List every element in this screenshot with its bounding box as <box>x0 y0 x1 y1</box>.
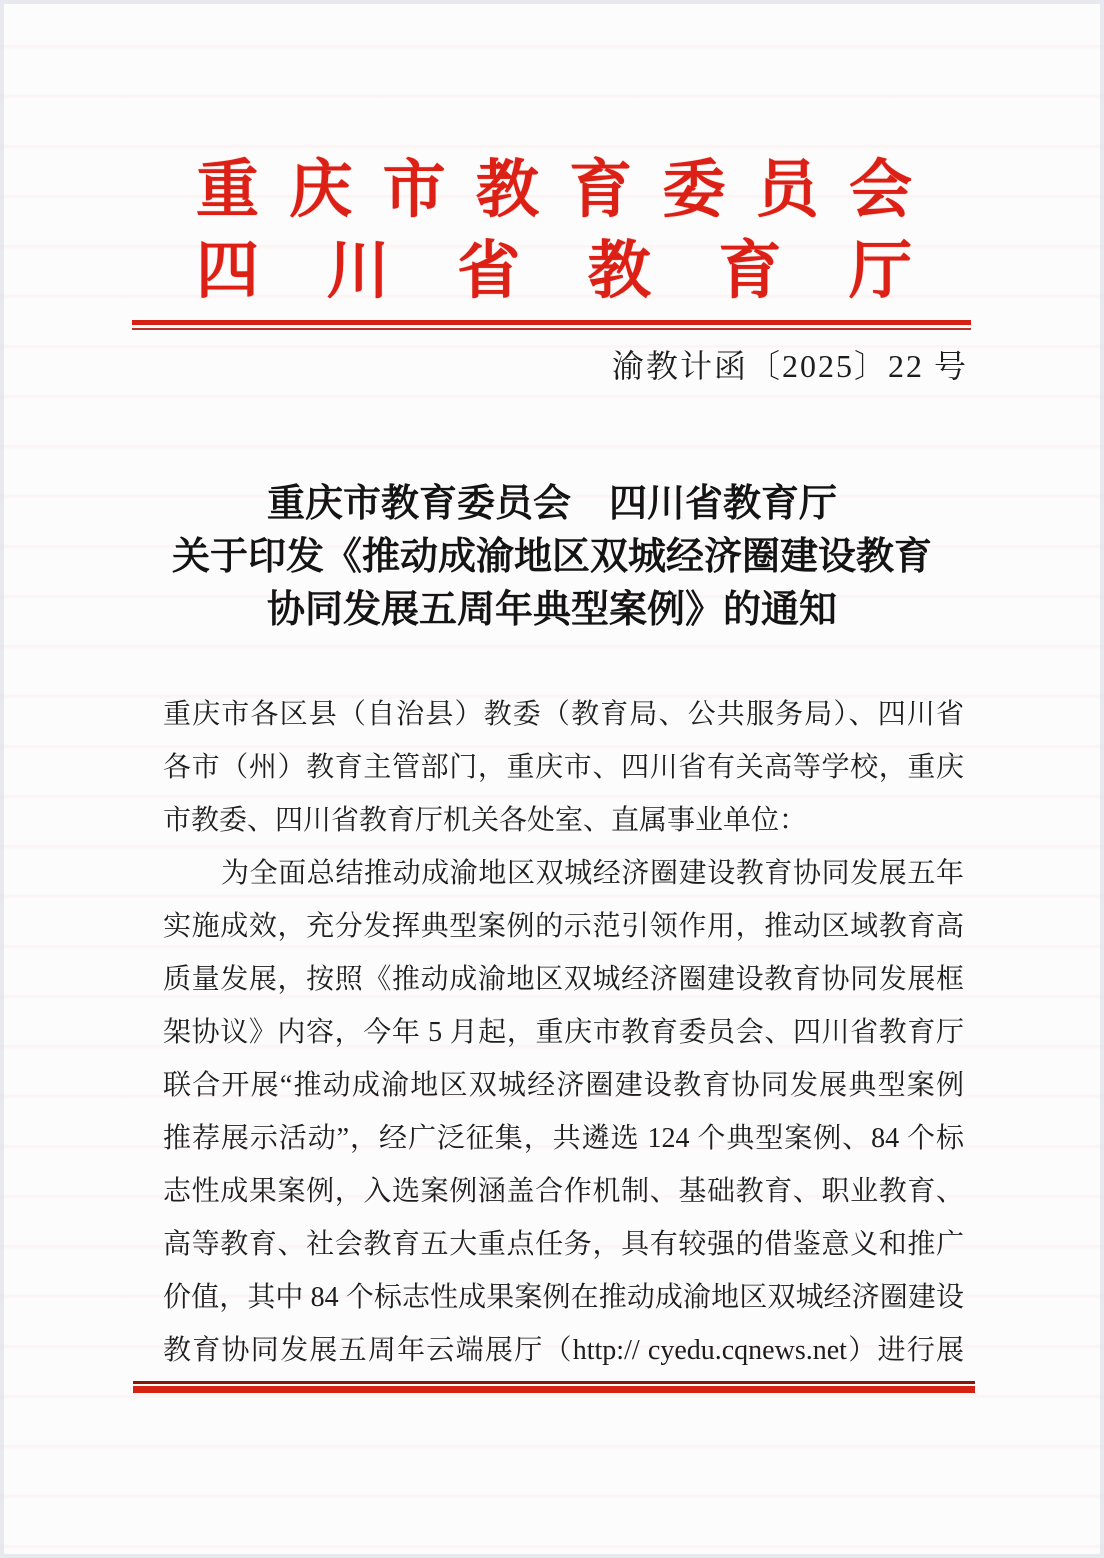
footer-divider-thick-line <box>133 1386 975 1393</box>
footer-divider <box>133 1381 975 1393</box>
recipient-line: 重庆市各区县（自治县）教委（教育局、公共服务局）、四川省 <box>163 699 964 730</box>
body-line: 高等教育、社会教育五大重点任务，具有较强的借鉴意义和推广 <box>163 1229 964 1260</box>
body-line: 志性成果案例，入选案例涵盖合作机制、基础教育、职业教育、 <box>163 1176 964 1207</box>
document-number: 渝教计函〔2025〕22 号 <box>611 348 968 384</box>
agency-name-line-2: 四 川 省 教 育 厅 <box>196 236 912 306</box>
document-title-line-2: 关于印发《推动成渝地区双城经济圈建设教育 <box>171 536 932 578</box>
document-title <box>0 478 1104 637</box>
body-line: 联合开展“推动成渝地区双城经济圈建设教育协同发展典型案例 <box>163 1070 964 1101</box>
letterhead-divider-thin-line <box>132 328 971 330</box>
body-line: 为全面总结推动成渝地区双城经济圈建设教育协同发展五年 <box>221 858 964 889</box>
agency-name-line-1: 重 庆 市 教 育 委 员 会 <box>196 155 912 225</box>
letterhead-divider <box>132 320 971 330</box>
document-title-line-3: 协同发展五周年典型案例》的通知 <box>266 589 837 631</box>
document-body <box>163 688 964 1377</box>
body-line: 价值，其中 84 个标志性成果案例在推动成渝地区双城经济圈建设 <box>163 1282 964 1313</box>
body-line: 实施成效，充分发挥典型案例的示范引领作用，推动区域教育高 <box>163 911 964 942</box>
body-line: 推荐展示活动”，经广泛征集，共遴选 124 个典型案例、84 个标 <box>163 1123 964 1154</box>
agency-name-block <box>196 150 912 312</box>
document-title-line-1: 重庆市教育委员会 四川省教育厅 <box>266 483 837 525</box>
body-line: 架协议》内容，今年 5 月起，重庆市教育委员会、四川省教育厅 <box>163 1017 964 1048</box>
recipient-line: 各市（州）教育主管部门，重庆市、四川省有关高等学校，重庆 <box>163 752 964 783</box>
body-line: 教育协同发展五周年云端展厅（http:// cyedu.cqnews.net）进行展 <box>163 1335 964 1366</box>
body-line: 质量发展，按照《推动成渝地区双城经济圈建设教育协同发展框 <box>163 964 964 995</box>
recipient-line: 市教委、四川省教育厅机关各处室、直属事业单位： <box>163 805 808 836</box>
